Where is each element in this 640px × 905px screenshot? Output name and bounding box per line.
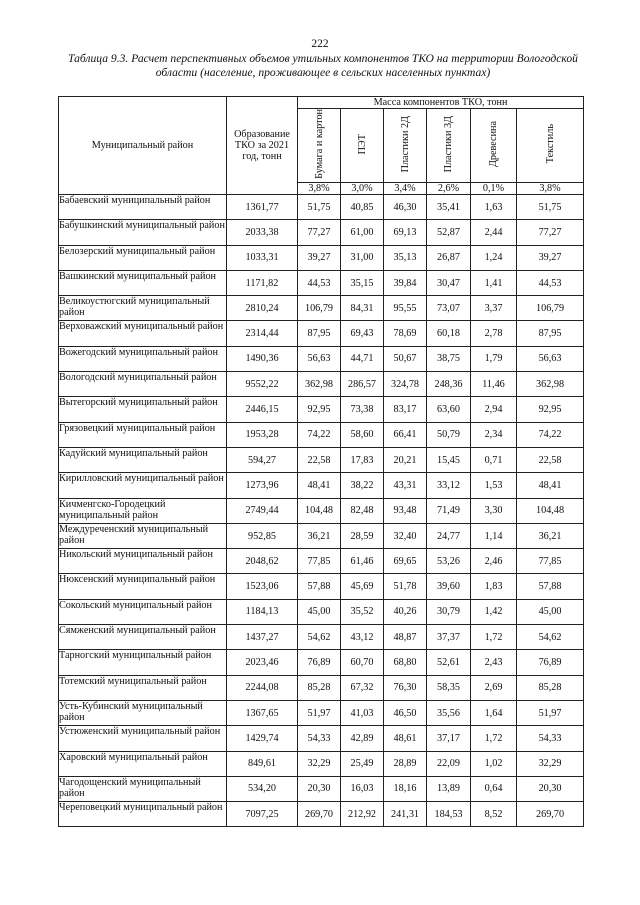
component-value: 69,43 [341,321,384,346]
component-value: 0,64 [471,776,517,801]
component-value: 38,22 [341,473,384,498]
district-name: Вашкинский муниципальный район [59,270,227,295]
total-value: 1273,96 [227,473,298,498]
table-row [59,700,584,725]
component-value: 77,27 [517,220,584,245]
table-row [59,650,584,675]
component-value: 2,44 [471,220,517,245]
total-value: 1367,65 [227,700,298,725]
component-value: 54,62 [517,625,584,650]
component-value: 42,89 [341,726,384,751]
component-value: 17,83 [341,447,384,472]
percent-cell: 3,8% [517,183,584,195]
table-caption: Таблица 9.3. Расчет перспективных объемов утильных компонентов ТКО на территории Вологодской области (население, проживающее в сельских населенных пунктах) [68,52,578,79]
header-component: Пластики 3Д [427,109,471,183]
district-name: Вожегодский муниципальный район [59,346,227,371]
total-value: 1429,74 [227,726,298,751]
table-row [59,675,584,700]
component-value: 54,33 [298,726,341,751]
component-value: 11,46 [471,372,517,397]
component-value: 38,75 [427,346,471,371]
component-value: 58,60 [341,422,384,447]
total-value: 2244,08 [227,675,298,700]
total-value: 594,27 [227,447,298,472]
component-value: 56,63 [298,346,341,371]
district-name: Вологодский муниципальный район [59,372,227,397]
component-value: 48,41 [298,473,341,498]
component-value: 1,63 [471,195,517,220]
component-value: 35,56 [427,700,471,725]
component-value: 51,75 [517,195,584,220]
component-value: 39,60 [427,574,471,599]
component-value: 87,95 [298,321,341,346]
total-value: 9552,22 [227,372,298,397]
total-value: 2023,46 [227,650,298,675]
component-value: 73,07 [427,296,471,321]
component-value: 92,95 [298,397,341,422]
component-value: 3,30 [471,498,517,523]
table-row [59,397,584,422]
table-row [59,372,584,397]
component-value: 56,63 [517,346,584,371]
component-value: 85,28 [298,675,341,700]
component-value: 43,12 [341,625,384,650]
table-row [59,422,584,447]
component-value: 1,83 [471,574,517,599]
district-name: Кичменгско-Городецкий муниципальный район [59,498,227,523]
header-component: Текстиль [517,109,584,183]
component-value: 15,45 [427,447,471,472]
component-value: 106,79 [517,296,584,321]
component-value: 76,89 [298,650,341,675]
component-value: 0,71 [471,447,517,472]
component-value: 74,22 [517,422,584,447]
total-value: 1361,77 [227,195,298,220]
component-value: 51,97 [517,700,584,725]
component-value: 1,41 [471,270,517,295]
component-value: 1,02 [471,751,517,776]
component-value: 36,21 [298,523,341,548]
component-value: 1,14 [471,523,517,548]
component-value: 324,78 [384,372,427,397]
component-value: 20,30 [298,776,341,801]
component-value: 28,89 [384,751,427,776]
component-value: 63,60 [427,397,471,422]
component-value: 2,69 [471,675,517,700]
component-value: 51,78 [384,574,427,599]
component-value: 76,30 [384,675,427,700]
table-row [59,296,584,321]
component-value: 35,41 [427,195,471,220]
component-value: 1,53 [471,473,517,498]
component-value: 69,65 [384,549,427,574]
component-value: 25,49 [341,751,384,776]
district-name: Кадуйский муниципальный район [59,447,227,472]
component-value: 33,12 [427,473,471,498]
component-value: 48,41 [517,473,584,498]
total-value: 534,20 [227,776,298,801]
table-row [59,321,584,346]
component-value: 77,85 [298,549,341,574]
total-value: 952,85 [227,523,298,548]
district-name: Кирилловский муниципальный район [59,473,227,498]
district-name: Череповецкий муниципальный район [59,802,227,827]
component-value: 39,27 [517,245,584,270]
component-value: 106,79 [298,296,341,321]
district-name: Тотемский муниципальный район [59,675,227,700]
total-value: 849,61 [227,751,298,776]
component-value: 2,78 [471,321,517,346]
component-value: 66,41 [384,422,427,447]
district-name: Харовский муниципальный район [59,751,227,776]
component-value: 40,85 [341,195,384,220]
table-row [59,751,584,776]
header-component: ПЭТ [341,109,384,183]
component-value: 46,50 [384,700,427,725]
table-body [59,195,584,827]
component-value: 22,09 [427,751,471,776]
table-row [59,346,584,371]
district-name: Вытегорский муниципальный район [59,397,227,422]
total-value: 2033,38 [227,220,298,245]
table-row [59,270,584,295]
table-row [59,574,584,599]
table-row [59,195,584,220]
component-value: 269,70 [517,802,584,827]
component-value: 104,48 [517,498,584,523]
component-value: 51,75 [298,195,341,220]
table-row [59,245,584,270]
district-name: Усть-Кубинский муниципальный район [59,700,227,725]
component-value: 36,21 [517,523,584,548]
component-value: 92,95 [517,397,584,422]
component-value: 18,16 [384,776,427,801]
component-value: 60,70 [341,650,384,675]
component-value: 32,40 [384,523,427,548]
total-value: 1523,06 [227,574,298,599]
district-name: Верховажский муниципальный район [59,321,227,346]
header-component: Пластики 2Д [384,109,427,183]
component-value: 2,34 [471,422,517,447]
table-row [59,549,584,574]
component-value: 57,88 [517,574,584,599]
component-value: 71,49 [427,498,471,523]
district-name: Сямженский муниципальный район [59,625,227,650]
component-value: 30,79 [427,599,471,624]
district-name: Бабушкинский муниципальный район [59,220,227,245]
component-value: 93,48 [384,498,427,523]
component-value: 44,53 [298,270,341,295]
component-value: 61,00 [341,220,384,245]
table-row [59,220,584,245]
component-value: 53,26 [427,549,471,574]
page-number: 222 [311,38,329,50]
component-value: 16,03 [341,776,384,801]
component-value: 32,29 [298,751,341,776]
component-value: 28,59 [341,523,384,548]
component-value: 76,89 [517,650,584,675]
component-value: 37,17 [427,726,471,751]
district-name: Грязовецкий муниципальный район [59,422,227,447]
component-value: 41,03 [341,700,384,725]
component-value: 104,48 [298,498,341,523]
district-name: Никольский муниципальный район [59,549,227,574]
component-value: 241,31 [384,802,427,827]
total-value: 2446,15 [227,397,298,422]
component-value: 1,24 [471,245,517,270]
total-value: 1171,82 [227,270,298,295]
district-name: Устюженский муниципальный район [59,726,227,751]
district-name: Междуреченский муниципальный район [59,523,227,548]
component-value: 2,43 [471,650,517,675]
component-value: 77,85 [517,549,584,574]
component-value: 22,58 [517,447,584,472]
component-value: 69,13 [384,220,427,245]
table-row [59,599,584,624]
total-value: 2314,44 [227,321,298,346]
district-name: Тарногский муниципальный район [59,650,227,675]
component-value: 30,47 [427,270,471,295]
header-total: Образование ТКО за 2021 год, тонн [227,97,298,195]
component-value: 54,33 [517,726,584,751]
component-value: 39,27 [298,245,341,270]
percent-cell: 3,0% [341,183,384,195]
header-components-group: Масса компонентов ТКО, тонн [298,97,584,109]
table-row [59,523,584,548]
component-value: 45,00 [298,599,341,624]
district-name: Чагодощенский муниципальный район [59,776,227,801]
percent-cell: 0,1% [471,183,517,195]
component-value: 31,00 [341,245,384,270]
header-component: Древесина [471,109,517,183]
component-value: 68,80 [384,650,427,675]
component-value: 84,31 [341,296,384,321]
component-value: 54,62 [298,625,341,650]
percent-cell: 3,4% [384,183,427,195]
component-value: 50,79 [427,422,471,447]
component-value: 57,88 [298,574,341,599]
header-district: Муниципальный район [59,97,227,195]
component-value: 45,69 [341,574,384,599]
component-value: 286,57 [341,372,384,397]
district-name: Сокольский муниципальный район [59,599,227,624]
component-value: 184,53 [427,802,471,827]
component-value: 44,53 [517,270,584,295]
component-value: 58,35 [427,675,471,700]
component-value: 43,31 [384,473,427,498]
component-value: 24,77 [427,523,471,548]
component-value: 35,52 [341,599,384,624]
component-value: 22,58 [298,447,341,472]
total-value: 1953,28 [227,422,298,447]
component-value: 3,37 [471,296,517,321]
table-row [59,447,584,472]
component-value: 46,30 [384,195,427,220]
component-value: 51,97 [298,700,341,725]
component-value: 35,15 [341,270,384,295]
district-name: Белозерский муниципальный район [59,245,227,270]
header-component: Бумага и картон [298,109,341,183]
component-value: 35,13 [384,245,427,270]
component-value: 1,79 [471,346,517,371]
table-row [59,498,584,523]
total-value: 2749,44 [227,498,298,523]
district-name: Великоустюгский муниципальный район [59,296,227,321]
component-value: 67,32 [341,675,384,700]
component-value: 13,89 [427,776,471,801]
component-value: 248,36 [427,372,471,397]
component-value: 2,46 [471,549,517,574]
total-value: 1184,13 [227,599,298,624]
total-value: 1437,27 [227,625,298,650]
component-value: 77,27 [298,220,341,245]
component-value: 95,55 [384,296,427,321]
table-row [59,802,584,827]
component-value: 37,37 [427,625,471,650]
component-value: 40,26 [384,599,427,624]
table-row [59,726,584,751]
component-value: 83,17 [384,397,427,422]
component-value: 87,95 [517,321,584,346]
component-value: 85,28 [517,675,584,700]
percent-cell: 3,8% [298,183,341,195]
table-row [59,625,584,650]
component-value: 362,98 [298,372,341,397]
component-value: 20,30 [517,776,584,801]
total-value: 1490,36 [227,346,298,371]
component-value: 48,87 [384,625,427,650]
component-value: 1,42 [471,599,517,624]
total-value: 2048,62 [227,549,298,574]
component-value: 26,87 [427,245,471,270]
total-value: 1033,31 [227,245,298,270]
component-value: 60,18 [427,321,471,346]
component-value: 74,22 [298,422,341,447]
table-row [59,473,584,498]
district-name: Бабаевский муниципальный район [59,195,227,220]
component-value: 73,38 [341,397,384,422]
component-value: 2,94 [471,397,517,422]
component-value: 1,72 [471,625,517,650]
component-value: 78,69 [384,321,427,346]
component-value: 52,61 [427,650,471,675]
component-value: 82,48 [341,498,384,523]
table-row [59,776,584,801]
component-value: 269,70 [298,802,341,827]
component-value: 48,61 [384,726,427,751]
percent-cell: 2,6% [427,183,471,195]
component-value: 52,87 [427,220,471,245]
district-name: Нюксенский муниципальный район [59,574,227,599]
component-value: 44,71 [341,346,384,371]
component-value: 362,98 [517,372,584,397]
components-table [58,96,584,827]
component-value: 8,52 [471,802,517,827]
component-value: 61,46 [341,549,384,574]
component-value: 39,84 [384,270,427,295]
component-value: 20,21 [384,447,427,472]
total-value: 2810,24 [227,296,298,321]
component-value: 212,92 [341,802,384,827]
component-value: 50,67 [384,346,427,371]
component-value: 32,29 [517,751,584,776]
total-value: 7097,25 [227,802,298,827]
component-value: 45,00 [517,599,584,624]
component-value: 1,64 [471,700,517,725]
component-value: 1,72 [471,726,517,751]
